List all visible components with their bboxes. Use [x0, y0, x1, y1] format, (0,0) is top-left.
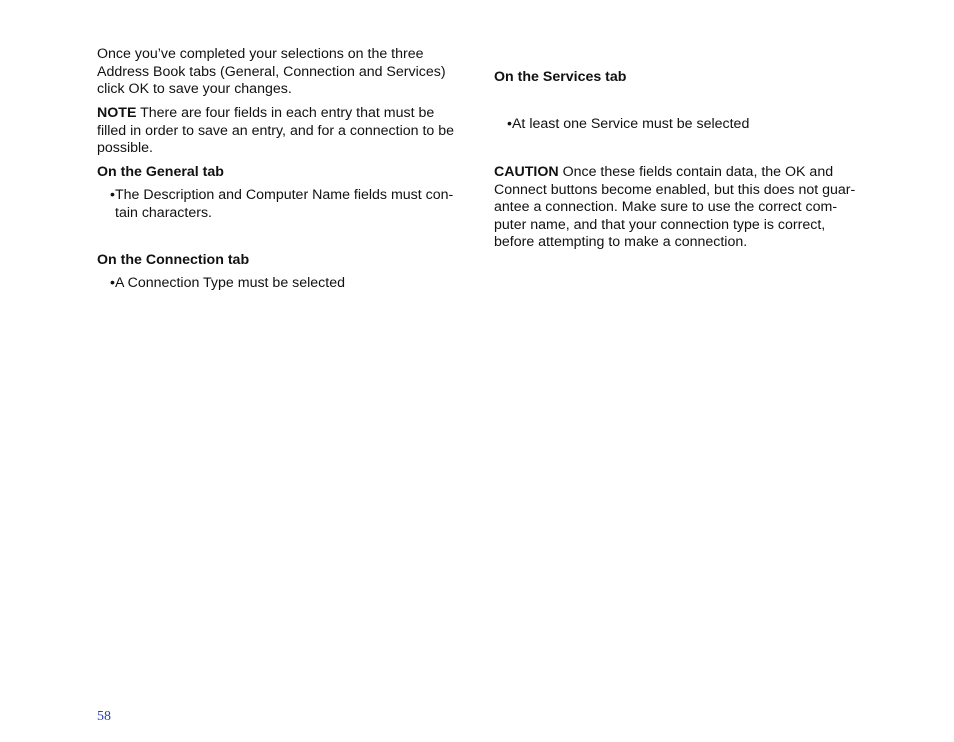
- intro-line: Address Book tabs (General, Connection and Services): [97, 63, 446, 80]
- general-tab-bullet: [110, 187, 460, 222]
- services-tab-heading: On the Services tab: [494, 69, 627, 85]
- note-line: There are four fields in each entry that must be: [136, 105, 435, 121]
- caution-line: puter name, and that your connection type is correct,: [494, 216, 826, 233]
- caution-line: Once these fields contain data, the OK and: [558, 164, 834, 180]
- intro-line: Once you’ve completed your selections on the three: [97, 46, 424, 62]
- general-tab-heading: On the General tab: [97, 164, 224, 180]
- bullet-line: tain characters.: [115, 204, 212, 221]
- intro-paragraph: [97, 46, 459, 99]
- caution-line: before attempting to make a connection.: [494, 234, 748, 251]
- note-paragraph: [97, 105, 459, 158]
- note-label: NOTE: [97, 105, 137, 121]
- services-tab-bullet: •At least one Service must be selected: [507, 116, 750, 132]
- note-line: possible.: [97, 140, 153, 157]
- caution-paragraph: [494, 164, 858, 252]
- bullet-line: •The Description and Computer Name fields must con-: [110, 187, 454, 203]
- intro-line: click OK to save your changes.: [97, 81, 292, 98]
- note-line: filled in order to save an entry, and for a connection to be: [97, 122, 455, 139]
- caution-label: CAUTION: [494, 164, 559, 180]
- connection-tab-bullet: •A Connection Type must be selected: [110, 275, 345, 291]
- page-number: 58: [97, 709, 111, 724]
- caution-line: Connect buttons become enabled, but this does not guar-: [494, 181, 856, 198]
- connection-tab-heading: On the Connection tab: [97, 252, 250, 268]
- caution-line: antee a connection. Make sure to use the correct com-: [494, 199, 838, 216]
